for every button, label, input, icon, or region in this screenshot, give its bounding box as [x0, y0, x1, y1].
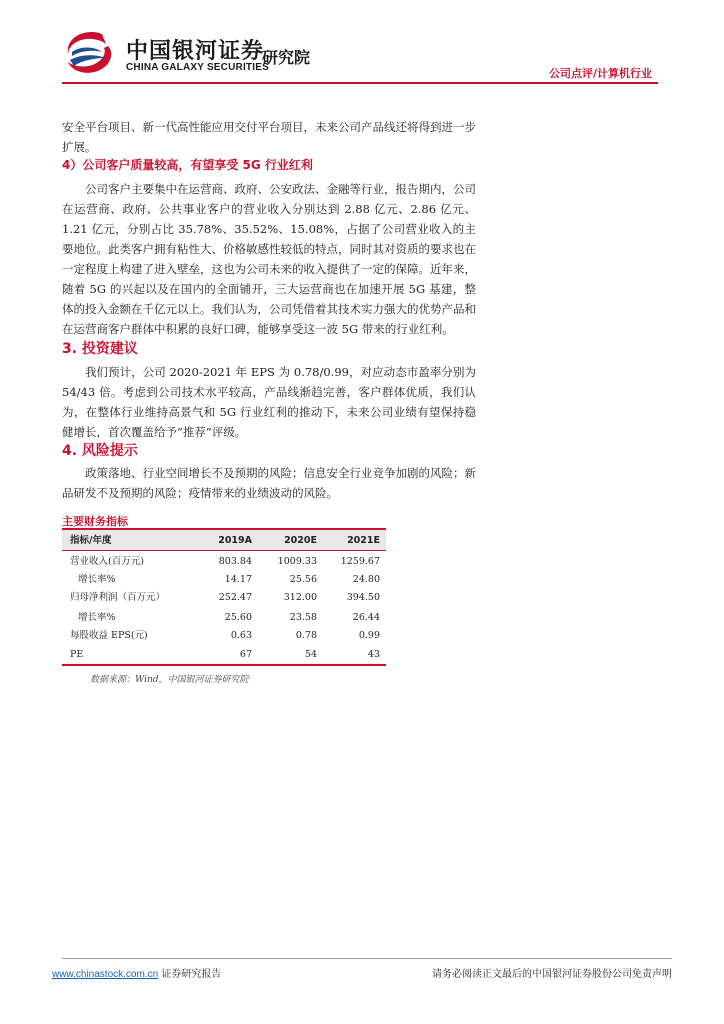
table-header-2021: 2021E	[347, 535, 380, 546]
table-header-2020: 2020E	[284, 535, 317, 546]
section-3-paragraph: 我们预计，公司 2020-2021 年 EPS 为 0.78/0.99，对应动态市盈率分别为 54/43 倍。考虑到公司技术水平较高，产品线渐趋完善，客户群体优质，我们认为，在整体行业维持高景气和 5G 行业红利的推动下，未来公司业绩有望保持稳健增长，首次覆盖给予“推荐”评级。	[62, 365, 476, 439]
table-cell: 0.78	[295, 630, 317, 641]
table-row-label: 增长率%	[78, 612, 116, 623]
table-cell: 43	[367, 649, 380, 660]
table-title: 主要财务指标	[62, 515, 128, 528]
intro-paragraph: 安全平台项目、新一代高性能应用交付平台项目，未来公司产品线还将得到进一步扩展。	[62, 120, 476, 154]
footer-left	[52, 965, 221, 980]
brand-name-cn: 中国银河证券	[126, 39, 265, 64]
section-4-title: 4. 风险提示	[62, 443, 138, 459]
section-4-paragraph: 政策落地、行业空间增长不及预期的风险；信息安全行业竞争加剧的风险；新品研发不及预期的风险；疫情带来的业绩波动的风险。	[62, 466, 476, 500]
table-row-label: PE	[70, 649, 84, 660]
table-cell: 0.99	[358, 630, 380, 641]
table-cell: 54	[304, 649, 317, 660]
table-bottom-rule	[62, 664, 386, 666]
table-row-label: 归母净利润（百万元）	[70, 592, 166, 603]
header-divider	[62, 82, 658, 84]
brand-department: 研究院	[262, 48, 311, 67]
table-header-2019: 2019A	[218, 535, 252, 546]
footer-disclaimer: 请务必阅读正文最后的中国银河证券股份公司免责声明	[432, 969, 672, 980]
footer-report-label: 证券研究报告	[161, 969, 222, 980]
table-cell: 1009.33	[277, 556, 317, 567]
footer-divider	[62, 958, 672, 959]
table-row-label: 每股收益 EPS(元)	[70, 630, 148, 641]
table-cell: 23.58	[289, 612, 317, 623]
table-cell: 14.17	[224, 574, 252, 585]
table-cell: 1259.67	[340, 556, 380, 567]
table-cell: 24.80	[352, 574, 380, 585]
footer-website-link[interactable]: www.chinastock.com.cn	[52, 969, 159, 980]
subsection-4-title: 4）公司客户质量较高，有望享受 5G 行业红利	[62, 158, 313, 172]
table-cell: 25.56	[289, 574, 317, 585]
report-category: 公司点评/计算机行业	[548, 67, 652, 80]
table-header-label: 指标/年度	[70, 535, 112, 546]
table-row-label: 增长率%	[78, 574, 116, 585]
brand-name-en: CHINA GALAXY SECURITIES	[126, 62, 269, 73]
table-cell: 312.00	[283, 592, 317, 603]
table-header-rule	[62, 550, 386, 551]
table-source-note: 数据来源：Wind，中国银河证券研究院	[90, 675, 249, 685]
table-cell: 26.44	[352, 612, 380, 623]
table-cell: 803.84	[218, 556, 252, 567]
galaxy-logo-icon	[62, 30, 120, 78]
table-row-label: 营业收入(百万元)	[70, 556, 144, 567]
section-3-title: 3. 投资建议	[62, 341, 138, 357]
table-cell: 0.63	[230, 630, 252, 641]
table-cell: 25.60	[224, 612, 252, 623]
table-cell: 67	[239, 649, 252, 660]
table-cell: 394.50	[346, 592, 380, 603]
table-cell: 252.47	[218, 592, 252, 603]
subsection-4-paragraph: 公司客户主要集中在运营商、政府、公安政法、金融等行业，报告期内，公司在运营商、政府、公共事业客户的营业收入分别达到 2.88 亿元、2.86 亿元、1.21 亿元，分别占比 35.78%、35.52%、15.08%，占据了公司营业收入的主要地位。此类客户拥有粘性大、价格敏感性较低的特点，同时其对资质的要求也在一定程度上构建了进入壁垒，这也为公司未来的收入提供了一定的保障。近年来，随着 5G 的兴起以及在国内的全面铺开，三大运营商也在加速开展 5G 基建，整体的投入金额在千亿元以上。我们认为，公司凭借着其技术实力强大的优势产品和在运营商客户群体中积累的良好口碑，能够享受这一波 5G 带来的行业红利。	[62, 182, 476, 336]
